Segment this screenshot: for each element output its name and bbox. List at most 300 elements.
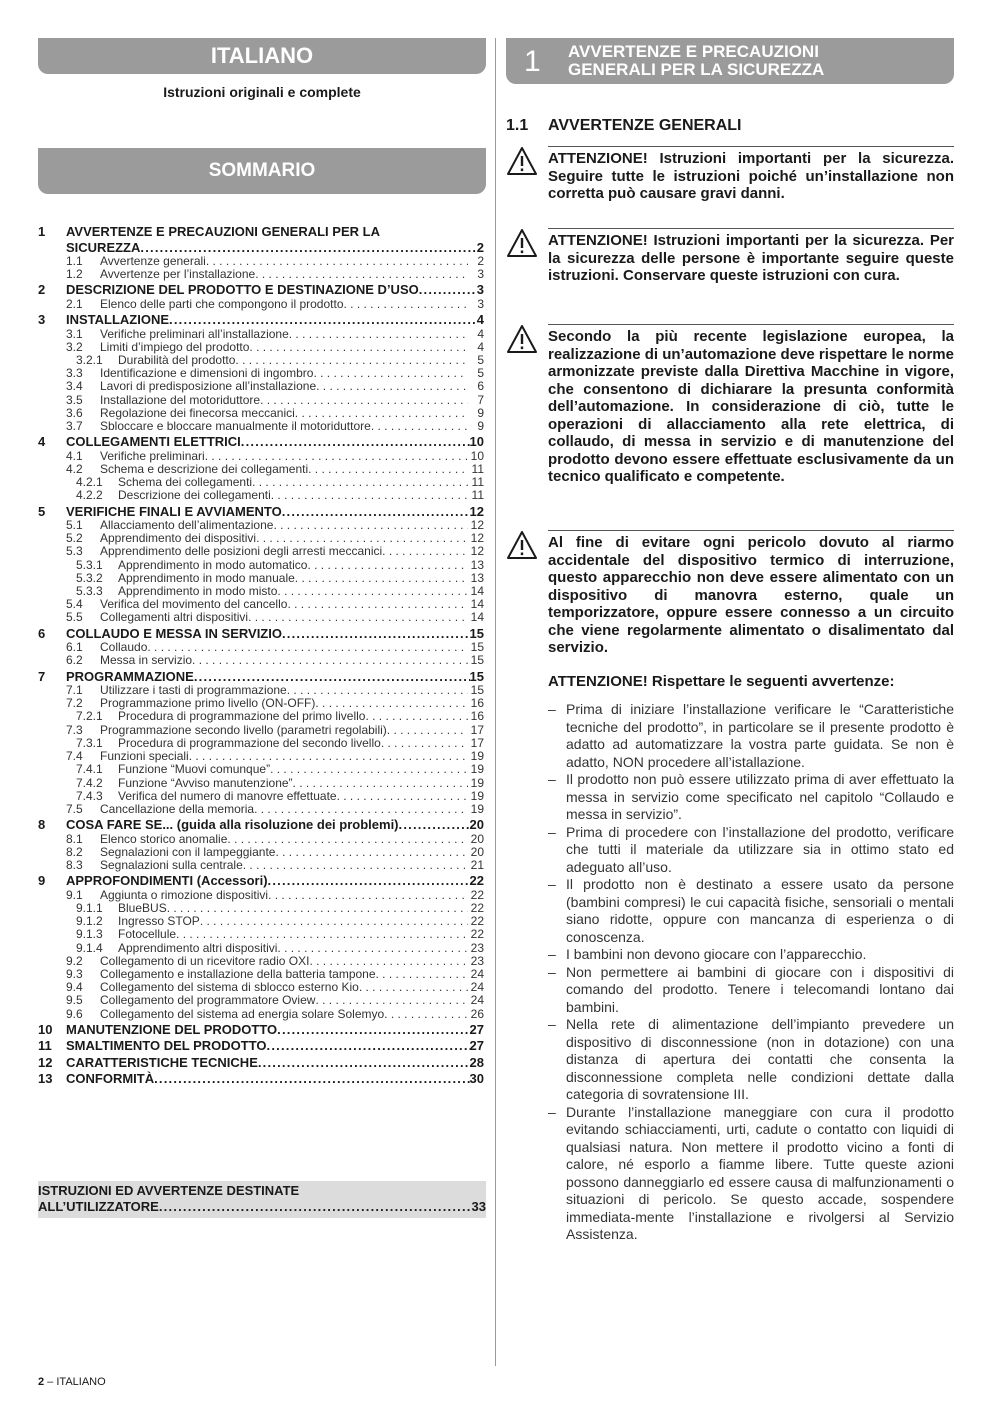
toc-page: 22 (469, 873, 484, 889)
toc-leader (192, 654, 468, 667)
warning-list (548, 701, 954, 1244)
toc-leader (277, 585, 468, 598)
toc-page: 3 (476, 282, 484, 298)
toc-item[interactable] (38, 367, 484, 380)
toc-number: 6.2 (66, 654, 83, 668)
toc-item[interactable] (38, 750, 484, 763)
toc-leader (268, 873, 470, 889)
toc-number: 11 (38, 1038, 52, 1054)
toc-leader (382, 545, 468, 558)
toc-item[interactable] (38, 1008, 484, 1021)
list-item: – Il prodotto non è destinato a essere usato da persone (bambini compresi) le cui capacità fisiche, sensoriali o mentali siano ridotte, oppure con mancanza di esperienza o di conoscenza. (548, 876, 954, 946)
toc-item[interactable] (38, 1071, 484, 1087)
toc-page: 22 (470, 915, 484, 929)
toc-number: 1 (38, 224, 46, 239)
toc-leader (287, 684, 468, 697)
toc-item[interactable] (38, 928, 484, 941)
toc-item[interactable] (38, 994, 484, 1007)
toc-item[interactable] (38, 380, 484, 393)
toc-item[interactable] (38, 407, 484, 420)
warning-text: Secondo la più recente legislazione europea, la realizzazione di un’automazione deve rispettare le norme armonizzate previste dalla Direttiva Macchine in vigore, che consentono di dichiarare la presunta conformità dell’automazione. In considerazione di ciò, tutte le operazioni di allacciamento alla rete elettrica, di collaudo, di messa in servizio e di manutenzione del prodotto devono essere effettuate esclusivamente da un tecnico qualificato e competente. (548, 324, 954, 486)
section-title-line1: AVVERTENZE E PRECAUZIONI (568, 42, 819, 61)
toc-title: Sbloccare e bloccare manualmente il motoriduttore (100, 420, 371, 434)
toc-leader (200, 915, 468, 928)
toc-title: COSA FARE SE... (guida alla risoluzione dei problemi) (66, 817, 399, 833)
toc-item[interactable] (38, 803, 484, 816)
toc-item[interactable] (38, 341, 484, 354)
toc-leader (307, 559, 468, 572)
toc-number: 7.4 (66, 750, 83, 764)
toc-item[interactable] (38, 224, 484, 255)
toc-page: 15 (469, 625, 484, 641)
toc-title: Elenco delle parti che compongono il prodotto (100, 297, 344, 311)
toc-leader (293, 777, 468, 790)
toc-title: Elenco storico anomalie (100, 832, 228, 846)
toc-leader (277, 1022, 469, 1038)
footer-label: – ITALIANO (44, 1376, 106, 1388)
toc-page: 26 (470, 1007, 484, 1021)
toc-page: 2 (476, 239, 484, 255)
toc-page: 11 (471, 462, 484, 476)
toc-number: 10 (38, 1021, 53, 1037)
list-item: – Il prodotto non può essere utilizzato prima di aver effettuato la messa in servizio come specificato nel capitolo “Collaudo e messa in servizio”. (548, 771, 954, 824)
toc-page: 13 (470, 571, 484, 585)
toc-title: Verifica del numero di manovre effettuate (118, 789, 337, 803)
toc-page: 5 (477, 367, 484, 381)
toc-item[interactable] (38, 859, 484, 872)
toc-item[interactable] (38, 312, 484, 328)
user-section-line2: ALL’UTILIZZATORE (38, 1199, 159, 1214)
user-section-line1: ISTRUZIONI ED AVVERTENZE DESTINATE (38, 1183, 300, 1198)
toc-number: 9.1.2 (76, 915, 103, 929)
toc-number: 9.4 (66, 981, 83, 995)
toc-title: Allacciamento dell’alimentazione (100, 519, 274, 533)
toc-page: 9 (477, 420, 484, 434)
toc-title: COLLEGAMENTI ELETTRICI (66, 434, 241, 450)
toc-page: 28 (469, 1054, 484, 1070)
toc-title: INSTALLAZIONE (66, 312, 170, 328)
toc-title: Aggiunta o rimozione dispositivi (100, 888, 269, 902)
toc-leader (268, 889, 468, 902)
toc-leader (189, 750, 468, 763)
table-of-contents (38, 224, 484, 1087)
toc-list (38, 255, 484, 1087)
toc-title: Procedura di programmazione del secondo livello (118, 736, 381, 750)
toc-title: Schema e descrizione dei collegamenti (100, 462, 309, 476)
toc-leader (371, 420, 468, 433)
toc-page: 10 (470, 449, 484, 463)
toc-item[interactable] (38, 519, 484, 532)
toc-item[interactable] (38, 298, 484, 311)
toc-page: 21 (470, 859, 484, 873)
toc-item[interactable] (38, 255, 484, 268)
toc-title: Ingresso STOP (118, 915, 200, 929)
toc-item[interactable] (38, 955, 484, 968)
toc-leader (384, 1008, 468, 1021)
toc-title: Apprendimento in modo misto (118, 585, 278, 599)
toc-title: Collegamenti altri dispositivi (100, 611, 249, 625)
toc-page: 19 (470, 789, 484, 803)
warning-text: ATTENZIONE! Istruzioni importanti per la sicurezza. Seguire tutte le istruzioni poiché un’installazione non corretta può causare gravi danni. (548, 146, 954, 203)
toc-item[interactable] (38, 282, 484, 298)
toc-leader (252, 476, 468, 489)
toc-title: CARATTERISTICHE TECNICHE (66, 1054, 258, 1070)
user-section-page: 33 (471, 1199, 486, 1214)
toc-item[interactable] (38, 328, 484, 341)
page-footer (38, 1376, 106, 1388)
toc-leader (359, 981, 468, 994)
toc-title: Installazione del motoriduttore (100, 393, 261, 407)
toc-item[interactable] (38, 641, 484, 654)
toc-page: 14 (470, 598, 484, 612)
toc-page: 6 (477, 380, 484, 394)
warning-icon (506, 324, 538, 354)
toc-title: Collegamento di un ricevitore radio OXI (100, 954, 310, 968)
toc-title: Lavori di predisposizione all’installazione (100, 380, 317, 394)
toc-page: 13 (470, 558, 484, 572)
toc-number: 9.3 (66, 967, 83, 981)
toc-leader (254, 803, 468, 816)
toc-item[interactable] (38, 268, 484, 281)
page-number: 2 (38, 1376, 45, 1388)
warning-block (506, 324, 954, 486)
list-item: – Prima di procedere con l’installazione del prodotto, verificare che tutti il materiale da utilizzare sia in ottimo stato ed adeguato all’uso. (548, 824, 954, 877)
toc-title: Collegamento del sistema di sblocco esterno Kio (100, 981, 359, 995)
toc-number: 5.3.3 (76, 585, 103, 599)
toc-leader (308, 463, 468, 476)
toc-title: Collegamento del programmatore Oview (100, 994, 316, 1008)
toc-title: VERIFICHE FINALI E AVVIAMENTO (66, 503, 282, 519)
toc-title: Programmazione primo livello (ON-OFF) (100, 697, 316, 711)
toc-item[interactable] (38, 654, 484, 667)
list-item: – Prima di iniziare l’installazione verificare le “Caratteristiche tecniche del prodotto”, in particolare se il presente prodotto è adatto ad automatizzare la vostra parte guidata. Se non è adatto, NON procedere all’istallazione. (548, 701, 954, 771)
toc-number: 7.3 (66, 723, 83, 737)
toc-item[interactable] (38, 833, 484, 846)
toc-item[interactable] (38, 489, 484, 502)
toc-number: 7.2.1 (76, 710, 103, 724)
toc-item[interactable] (38, 763, 484, 776)
toc-page: 17 (470, 723, 484, 737)
toc-number: 5.3.1 (76, 558, 103, 572)
toc-item[interactable] (38, 817, 484, 833)
toc-number: 9.1.3 (76, 928, 103, 942)
toc-number: 9.1 (66, 888, 83, 902)
attention-heading: ATTENZIONE! Rispettare le seguenti avvertenze: (548, 673, 895, 690)
warning-text: ATTENZIONE! Istruzioni importanti per la sicurezza. Per la sicurezza delle persone è importante seguire queste istruzioni. Conservare queste istruzioni con cura. (548, 228, 954, 285)
toc-page: 14 (470, 585, 484, 599)
toc-leader (258, 1055, 470, 1071)
toc-item[interactable] (38, 710, 484, 723)
toc-item[interactable] (38, 790, 484, 803)
toc-title: DESCRIZIONE DEL PRODOTTO E DESTINAZIONE D’USO (66, 282, 419, 298)
toc-number: 5.2 (66, 532, 83, 546)
toc-title: PROGRAMMAZIONE (66, 668, 194, 684)
toc-title: Verifiche preliminari (100, 449, 205, 463)
toc-item[interactable] (38, 611, 484, 624)
toc-page: 16 (470, 697, 484, 711)
toc-page: 20 (469, 817, 484, 833)
toc-page: 19 (470, 776, 484, 790)
toc-item[interactable] (38, 697, 484, 710)
toc-item[interactable] (38, 777, 484, 790)
warning-icon (506, 228, 538, 258)
toc-item[interactable] (38, 724, 484, 737)
toc-item[interactable] (38, 902, 484, 915)
toc-item[interactable] (38, 1022, 484, 1038)
toc-item[interactable] (38, 545, 484, 558)
toc-title: Apprendimento altri dispositivi (118, 941, 278, 955)
toc-title: Apprendimento dei dispositivi (100, 532, 257, 546)
toc-title-line2: SICUREZZA (66, 239, 141, 255)
toc-item[interactable] (38, 476, 484, 489)
toc-leader (270, 763, 468, 776)
toc-item[interactable] (38, 394, 484, 407)
toc-title: Apprendimento delle posizioni degli arresti meccanici (100, 545, 383, 559)
toc-leader (282, 626, 470, 642)
toc-page: 2 (477, 255, 484, 268)
toc-page: 3 (477, 297, 484, 311)
toc-item[interactable] (38, 354, 484, 367)
toc-page: 22 (470, 901, 484, 915)
toc-page: 27 (469, 1021, 484, 1037)
toc-page: 12 (469, 503, 484, 519)
toc-page: 23 (470, 954, 484, 968)
toc-leader (399, 817, 470, 833)
toc-number: 8.1 (66, 832, 83, 846)
subtitle: Istruzioni originali e complete (163, 84, 361, 100)
toc-number: 7.5 (66, 802, 83, 816)
toc-page: 15 (470, 684, 484, 698)
toc-number: 3.6 (66, 406, 83, 420)
user-instructions-entry[interactable] (38, 1181, 486, 1218)
toc-leader (169, 312, 477, 328)
toc-item[interactable] (38, 942, 484, 955)
toc-number: 9.1.4 (76, 941, 103, 955)
toc-leader (248, 611, 468, 624)
toc-title: CONFORMITÀ (66, 1071, 155, 1087)
section-number: 1 (524, 45, 541, 78)
toc-leader (267, 1038, 470, 1054)
toc-title: Schema dei collegamenti (118, 476, 253, 490)
toc-number: 12 (38, 1054, 53, 1070)
toc-number: 3.3 (66, 367, 83, 381)
toc-page: 7 (477, 393, 484, 407)
toc-page: 19 (470, 802, 484, 816)
toc-leader (295, 407, 468, 420)
toc-title: Apprendimento in modo manuale (118, 571, 295, 585)
toc-leader (315, 697, 468, 710)
toc-number: 5.4 (66, 598, 83, 612)
toc-number: 6.1 (66, 641, 83, 655)
toc-number: 7.3.1 (76, 736, 103, 750)
toc-page: 15 (470, 654, 484, 668)
toc-number: 9.1.1 (76, 901, 103, 915)
toc-number: 9.5 (66, 994, 83, 1008)
toc-page: 12 (470, 545, 484, 559)
toc-title: Verifiche preliminari all’installazione (100, 327, 289, 341)
list-item: – Non permettere ai bambini di giocare con i dispositivi di comando del prodotto. Tenere i telecomandi lontano dai bambini. (548, 964, 954, 1017)
toc-title: Fotocellule (118, 928, 177, 942)
toc-number: 7.4.3 (76, 789, 103, 803)
toc-item[interactable] (38, 572, 484, 585)
toc-leader (381, 737, 468, 750)
toc-number: 2.1 (66, 297, 83, 311)
toc-title: Apprendimento in modo automatico (118, 558, 308, 572)
toc-leader (419, 282, 477, 298)
toc-item[interactable] (38, 889, 484, 902)
toc-item[interactable] (38, 915, 484, 928)
toc-title: Utilizzare i tasti di programmazione (100, 684, 287, 698)
toc-item[interactable] (38, 846, 484, 859)
toc-item[interactable] (38, 585, 484, 598)
toc-title: Collaudo (100, 641, 148, 655)
toc-item[interactable] (38, 1055, 484, 1071)
toc-item[interactable] (38, 504, 484, 520)
toc-leader (275, 846, 468, 859)
warning-icon (506, 530, 538, 560)
toc-page: 3 (477, 268, 484, 282)
toc-title: Verifica del movimento del cancello (100, 598, 288, 612)
toc-title-line1: AVVERTENZE E PRECAUZIONI GENERALI PER LA (66, 224, 380, 239)
toc-item[interactable] (38, 532, 484, 545)
toc-item[interactable] (38, 463, 484, 476)
toc-title: Descrizione dei collegamenti (118, 489, 271, 503)
toc-number: 4.1 (66, 449, 83, 463)
toc-number: 7.4.2 (76, 776, 103, 790)
toc-number: 1.2 (66, 268, 83, 282)
toc-number: 5.1 (66, 519, 83, 533)
toc-title: COLLAUDO E MESSA IN SERVIZIO (66, 625, 282, 641)
toc-item[interactable] (38, 559, 484, 572)
toc-page: 4 (477, 327, 484, 341)
warning-block (506, 146, 954, 203)
toc-number: 3.7 (66, 420, 83, 434)
toc-page: 15 (470, 641, 484, 655)
toc-leader (387, 724, 468, 737)
toc-item[interactable] (38, 737, 484, 750)
toc-page: 10 (469, 434, 484, 450)
toc-page: 24 (470, 994, 484, 1008)
warning-block (506, 530, 954, 657)
toc-page: 9 (477, 406, 484, 420)
toc-item[interactable] (38, 434, 484, 450)
toc-title: Cancellazione della memoria (100, 802, 255, 816)
toc-leader (287, 598, 468, 611)
toc-number: 3.2.1 (76, 354, 103, 368)
toc-leader (206, 255, 468, 268)
toc-page: 14 (470, 611, 484, 625)
toc-leader (309, 955, 468, 968)
toc-item[interactable] (38, 669, 484, 685)
toc-number: 1.1 (66, 255, 83, 268)
column-divider (495, 38, 496, 1366)
toc-page: 16 (470, 710, 484, 724)
toc-number: 5 (38, 503, 46, 519)
toc-page: 4 (476, 312, 484, 328)
toc-leader (227, 833, 468, 846)
toc-title: Collegamento e installazione della batteria tampone (100, 967, 376, 981)
toc-item[interactable] (38, 981, 484, 994)
toc-page: 23 (470, 941, 484, 955)
subsection-title: AVVERTENZE GENERALI (548, 117, 742, 134)
toc-leader (243, 859, 468, 872)
toc-leader (316, 380, 468, 393)
toc-leader (376, 968, 468, 981)
toc-number: 3.2 (66, 340, 83, 354)
toc-item[interactable] (38, 450, 484, 463)
toc-title: APPROFONDIMENTI (Accessori) (66, 873, 268, 889)
toc-leader (313, 367, 468, 380)
toc-item[interactable] (38, 873, 484, 889)
toc-page: 22 (470, 888, 484, 902)
toc-number: 9 (38, 873, 46, 889)
toc-page: 17 (470, 736, 484, 750)
toc-page: 22 (470, 928, 484, 942)
toc-item[interactable] (38, 598, 484, 611)
section-title (568, 43, 824, 79)
toc-banner: SOMMARIO (38, 148, 486, 194)
language-banner: ITALIANO (38, 38, 486, 74)
toc-page: 12 (470, 519, 484, 533)
toc-leader (315, 994, 468, 1007)
toc-number: 8.3 (66, 859, 83, 873)
toc-title: Durabilità del prodotto (118, 354, 236, 368)
toc-number: 4.2.2 (76, 489, 103, 503)
toc-title: Programmazione secondo livello (parametri regolabili) (100, 723, 387, 737)
toc-leader (194, 669, 470, 685)
toc-number: 2 (38, 282, 46, 298)
toc-title: Segnalazioni con il lampeggiante (100, 845, 276, 859)
toc-number: 4.2 (66, 462, 83, 476)
toc-page: 11 (471, 476, 484, 490)
toc-title: Regolazione dei finecorsa meccanici (100, 406, 295, 420)
section-banner (506, 38, 954, 84)
toc-leader (282, 504, 470, 520)
toc-leader (337, 790, 468, 803)
toc-item[interactable] (38, 420, 484, 433)
toc-page: 19 (470, 763, 484, 777)
toc-title: Segnalazioni sulla centrale (100, 859, 243, 873)
toc-title: Avvertenze per l’installazione (100, 268, 256, 282)
warning-block (506, 228, 954, 285)
toc-page: 4 (477, 340, 484, 354)
toc-item[interactable] (38, 684, 484, 697)
toc-number: 3.1 (66, 327, 83, 341)
toc-item[interactable] (38, 968, 484, 981)
toc-item[interactable] (38, 1038, 484, 1054)
toc-number: 7.4.1 (76, 763, 103, 777)
toc-page: 20 (470, 845, 484, 859)
toc-title: Avvertenze generali (100, 255, 206, 268)
toc-item[interactable] (38, 626, 484, 642)
toc-leader (255, 268, 468, 281)
toc-title: Funzione “Avviso manutenzione” (118, 776, 293, 790)
toc-number: 7 (38, 668, 46, 684)
toc-number: 5.3 (66, 545, 83, 559)
toc-number: 5.5 (66, 611, 83, 625)
toc-leader (344, 298, 469, 311)
toc-title: Messa in servizio (100, 654, 193, 668)
toc-leader (154, 1071, 469, 1087)
toc-title: Collegamento del sistema ad energia solare Solemyo (100, 1007, 385, 1021)
toc-leader (289, 328, 468, 341)
toc-number: 3.5 (66, 393, 83, 407)
toc-title: Procedura di programmazione del primo livello (118, 710, 366, 724)
subsection-heading (506, 117, 742, 135)
toc-leader (273, 519, 468, 532)
toc-title: Funzioni speciali (100, 750, 189, 764)
toc-leader (277, 942, 468, 955)
